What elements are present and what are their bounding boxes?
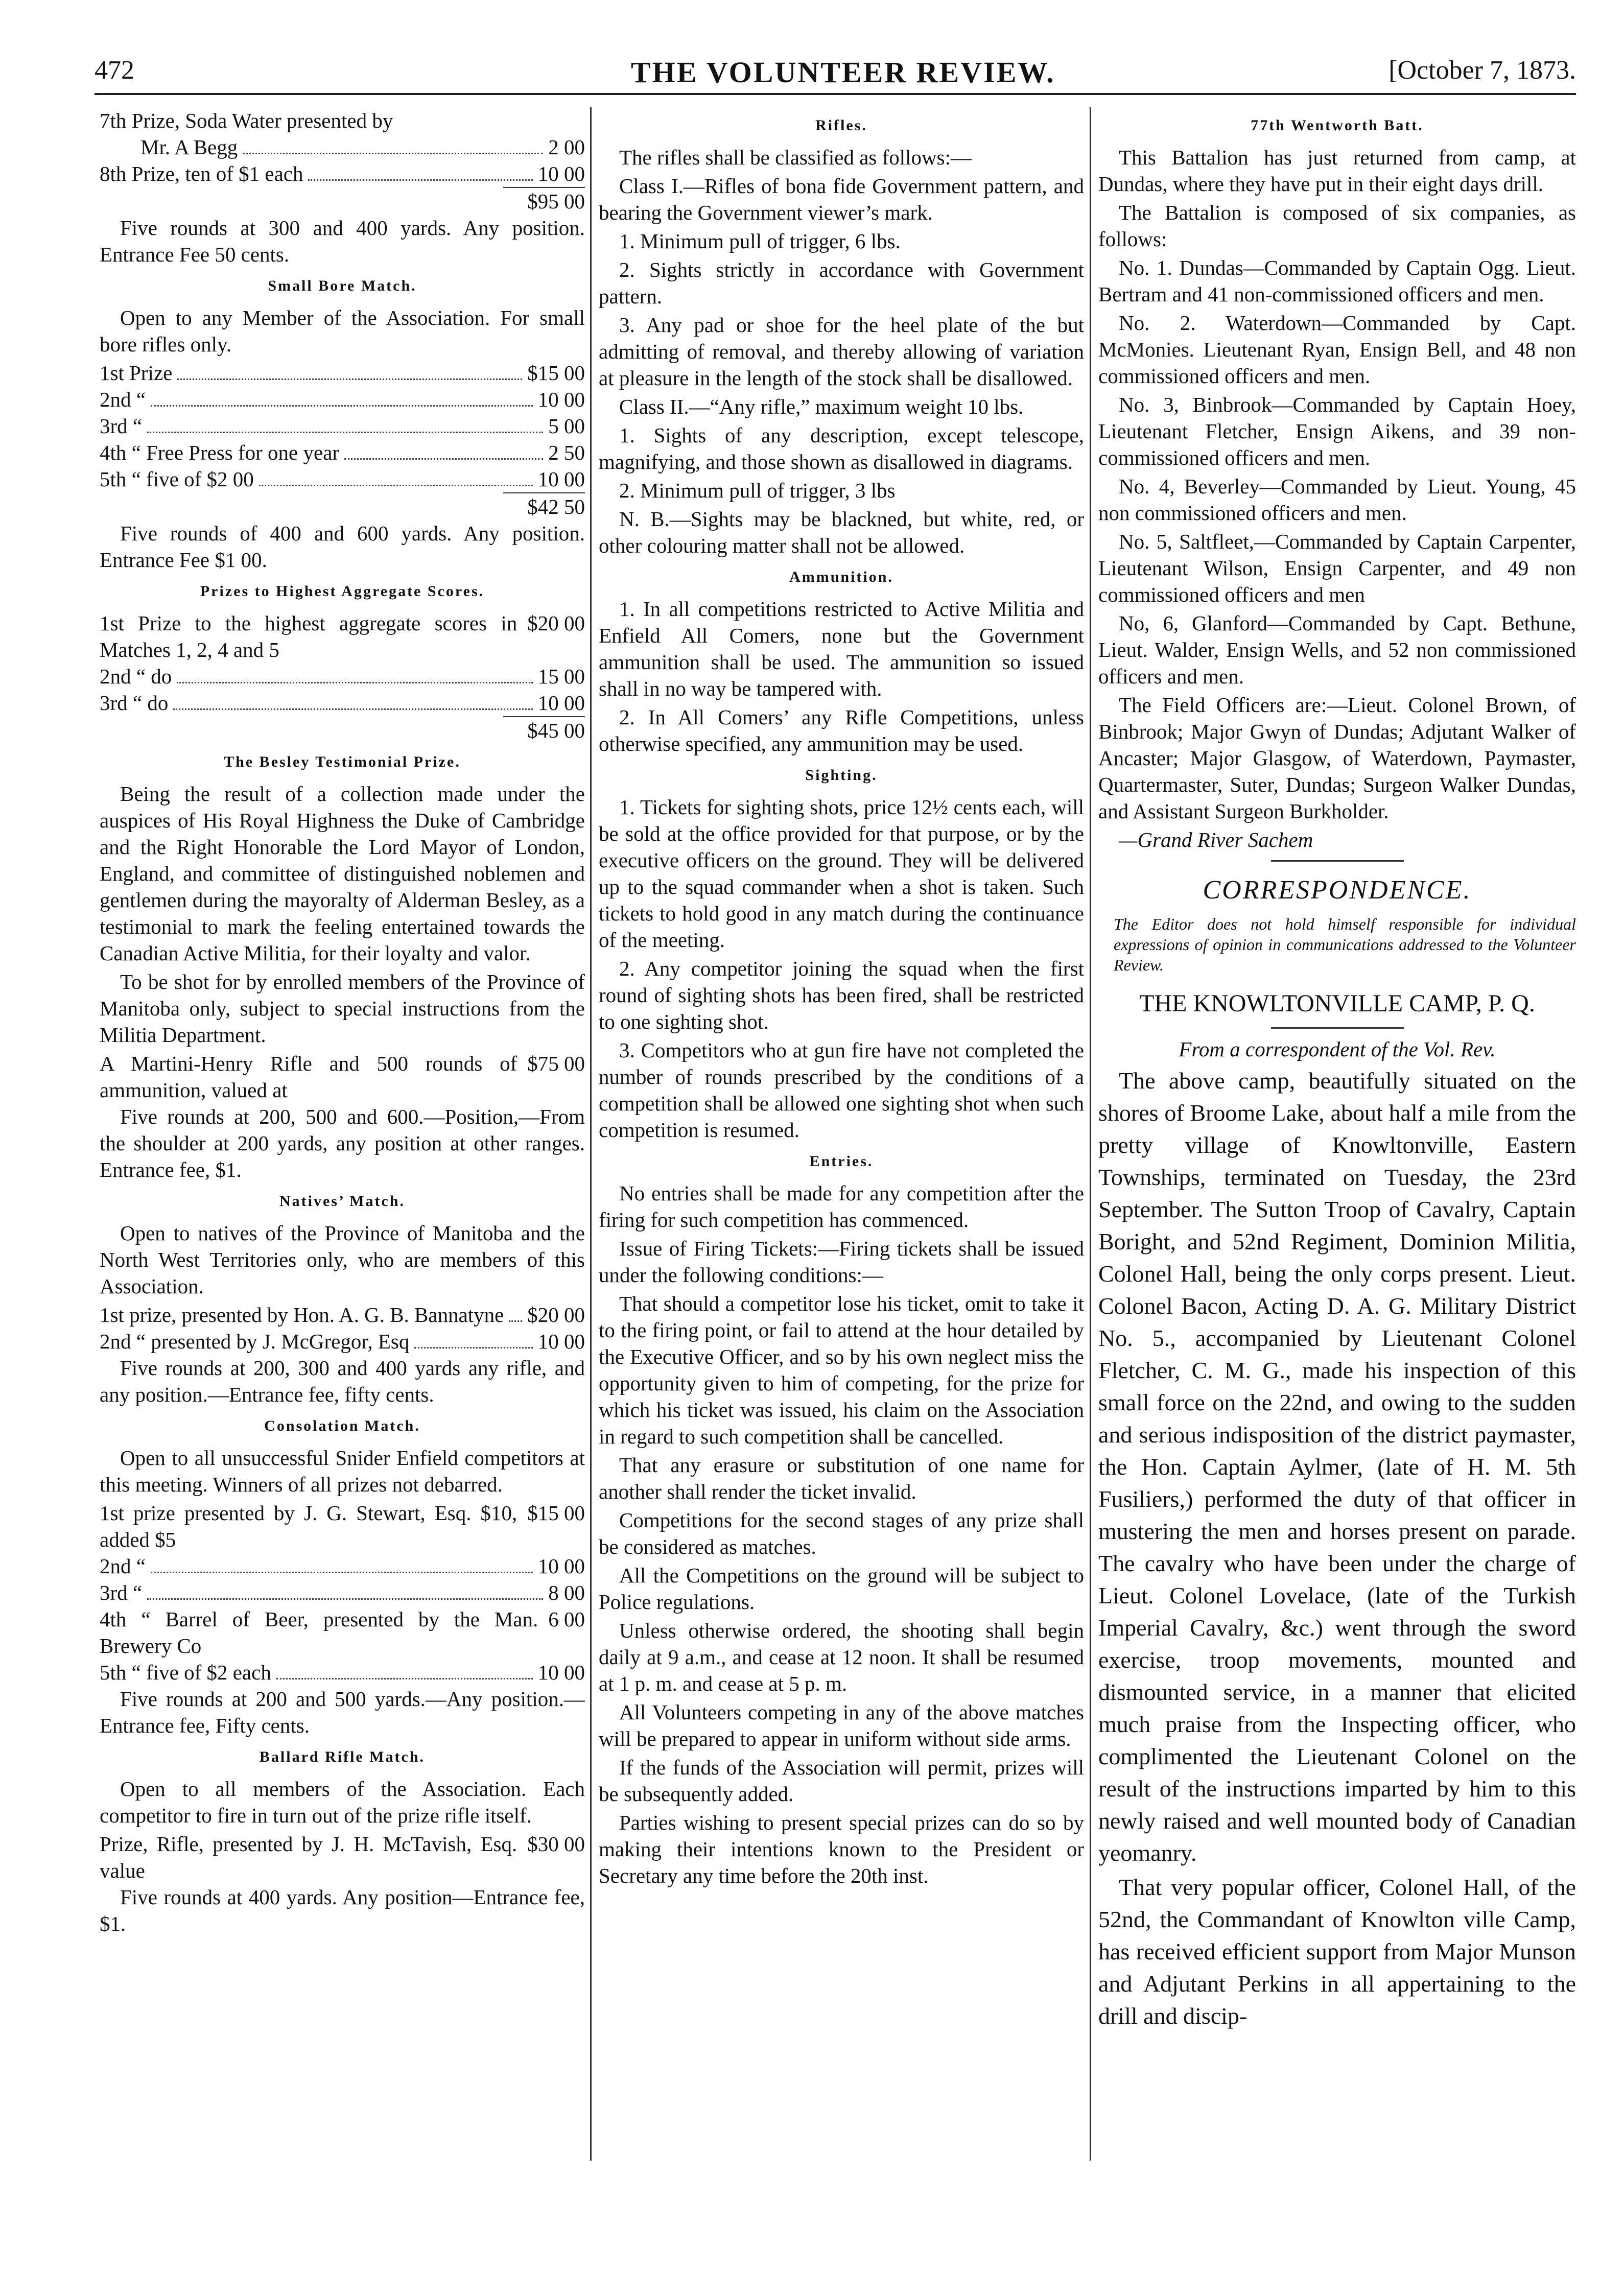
rule-item: 2. Sights strictly in accordance with Government pattern.: [599, 258, 1084, 308]
section-divider: [1271, 860, 1404, 862]
prize-line: 8th Prize, ten of $1 each 10 00: [100, 160, 585, 187]
match-intro: Open to natives of the Province of Manitoba and the North West Territories only, who are members of this Association.: [100, 1221, 585, 1298]
section-heading: Consolation Match.: [264, 1417, 420, 1434]
paragraph: The Field Officers are:—Lieut. Colonel Brown, of Binbrook; Major Gwyn of Dundas; Adjutant Walker of Ancaster; Major Glasgow, of Waterdown, Paymaster, Quartermaster, Suter, Dundas; Surgeon Walker Dundas, and Assistant Surgeon Burkholder.: [1098, 693, 1576, 823]
paragraph: Class I.—Rifles of bona fide Government pattern, and bearing the Government viewer’s mark.: [599, 174, 1084, 224]
match-conditions: Five rounds at 400 yards. Any position—Entrance fee, $1.: [100, 1885, 585, 1935]
column-divider: [590, 107, 592, 2161]
paragraph: Issue of Firing Tickets:—Firing tickets shall be issued under the following conditions:—: [599, 1237, 1084, 1287]
section-heading: Small Bore Match.: [268, 277, 417, 294]
prize-line: 1st Prize $15 00: [100, 360, 585, 386]
column-right: [1098, 107, 1576, 2181]
section-heading: Prizes to Highest Aggregate Scores.: [200, 583, 485, 600]
section-heading: Sighting.: [805, 767, 878, 784]
column-left: [100, 107, 585, 2181]
issue-date: [October 7, 1873.: [1388, 56, 1576, 85]
paragraph: That any erasure or substitution of one name for another shall render the ticket invalid.: [599, 1453, 1084, 1503]
prize-line: 2nd “ 10 00: [100, 1553, 585, 1579]
match-conditions: Five rounds at 200, 500 and 600.—Position,—From the shoulder at 200 yards, any position at other ranges. Entrance fee, $1.: [100, 1105, 585, 1181]
source-credit: —Grand River Sachem: [1119, 828, 1313, 851]
paragraph: The Battalion is composed of six companies, as follows:: [1098, 201, 1576, 251]
prize-total: $45 00: [503, 716, 585, 744]
section-heading: Ballard Rifle Match.: [259, 1748, 426, 1765]
masthead-title: THE VOLUNTEER REVIEW.: [631, 56, 1055, 89]
rule-item: 2. Any competitor joining the squad when the first round of sighting shots has been fired, shall be restricted to one sighting shot.: [599, 957, 1084, 1033]
section-heading: Rifles.: [815, 117, 867, 134]
paragraph: No entries shall be made for any competition after the firing for such competition has commenced.: [599, 1181, 1084, 1232]
prize-total: $42 50: [503, 492, 585, 520]
match-conditions: Five rounds at 300 and 400 yards. Any position. Entrance Fee 50 cents.: [100, 216, 585, 266]
prize-line: 4th “ Barrel of Beer, presented by the Man. Brewery Co 6 00: [100, 1607, 585, 1658]
prize-line: 2nd “ do 15 00: [100, 663, 585, 690]
page-number: 472: [95, 56, 134, 85]
rule-item: 2. Minimum pull of trigger, 3 lbs: [619, 479, 896, 502]
rule-item: 1. Minimum pull of trigger, 6 lbs.: [619, 229, 901, 253]
paragraph: The rifles shall be classified as follows:—: [619, 146, 972, 169]
section-heading: Entries.: [809, 1153, 874, 1170]
paragraph: Parties wishing to present special prizes can do so by making their intentions known to the President or Secretary any time before the 20th inst.: [599, 1811, 1084, 1887]
company-entry: No. 2. Waterdown—Commanded by Capt. McMonies. Lieutenant Ryan, Ensign Bell, and 48 non commissioned officers and men.: [1098, 311, 1576, 388]
company-entry: No. 3, Binbrook—Commanded by Captain Hoey, Lieutenant Fletcher, Ensign Aikens, and 39 non-commissioned officers and men.: [1098, 393, 1576, 469]
match-intro: Open to all unsuccessful Snider Enfield competitors at this meeting. Winners of all prizes not debarred.: [100, 1446, 585, 1496]
prize-line: A Martini-Henry Rifle and 500 rounds of ammunition, valued at $75 00: [100, 1052, 585, 1102]
match-intro: Open to any Member of the Association. For small bore rifles only.: [100, 306, 585, 356]
prize-line: 3rd “ do 10 00: [100, 690, 585, 716]
prize-line: 7th Prize, Soda Water presented by Mr. A Begg 2 00: [100, 109, 585, 159]
prize-line: 1st Prize to the highest aggregate scores in Matches 1, 2, 4 and 5 $20 00: [100, 611, 585, 661]
title-rule: [1271, 1027, 1404, 1029]
prize-line: 5th “ five of $2 each 10 00: [100, 1659, 585, 1686]
rule-item: 1. Sights of any description, except telescope, magnifying, and those shown as disallowed in diagrams.: [599, 423, 1084, 474]
match-conditions: Five rounds of 400 and 600 yards. Any position. Entrance Fee $1 00.: [100, 522, 585, 572]
byline: From a correspondent of the Vol. Rev.: [1179, 1037, 1496, 1061]
correspondence-heading: CORRESPONDENCE.: [1203, 875, 1472, 905]
match-conditions: Five rounds at 200 and 500 yards.—Any position.—Entrance fee, Fifty cents.: [100, 1687, 585, 1737]
prize-line: 2nd “ 10 00: [100, 386, 585, 413]
company-entry: No. 4, Beverley—Commanded by Lieut. Young, 45 non commissioned officers and men.: [1098, 475, 1576, 525]
paragraph: N. B.—Sights may be blackned, but white, red, or other colouring matter shall not be allowed.: [599, 507, 1084, 557]
rule-item: 3. Any pad or shoe for the heel plate of the but admitting of removal, and thereby allowing of variation at pleasure in the length of the stock shall be disallowed.: [599, 313, 1084, 390]
prize-total: $95 00: [503, 187, 585, 215]
header-rule: [95, 93, 1576, 95]
prize-line: 5th “ five of $2 00 10 00: [100, 466, 585, 492]
prize-line: 1st prize presented by J. G. Stewart, Esq. $10, added $5 $15 00: [100, 1501, 585, 1551]
section-heading: Natives’ Match.: [279, 1193, 406, 1210]
editor-note: The Editor does not hold himself responsible for individual expressions of opinion in communications addressed to the Volunteer Review.: [1114, 915, 1576, 974]
paragraph: If the funds of the Association will permit, prizes will be subsequently added.: [599, 1756, 1084, 1806]
paragraph: Competitions for the second stages of any prize shall be considered as matches.: [599, 1508, 1084, 1558]
prize-line: Prize, Rifle, presented by J. H. McTavish, Esq. value $30 00: [100, 1832, 585, 1882]
paragraph: To be shot for by enrolled members of the Province of Manitoba only, subject to special instructions from the Militia Department.: [100, 970, 585, 1047]
article-title: THE KNOWLTONVILLE CAMP, P. Q.: [1139, 990, 1535, 1017]
rule-item: 3. Competitors who at gun fire have not completed the number of rounds prescribed by the conditions of a competition shall be allowed one sighting shot when such competition is resumed.: [599, 1038, 1084, 1142]
paragraph: All the Competitions on the ground will be subject to Police regulations.: [599, 1564, 1084, 1614]
match-intro: Open to all members of the Association. Each competitor to fire in turn out of the prize rifle itself.: [100, 1777, 585, 1827]
paragraph: Unless otherwise ordered, the shooting shall begin daily at 9 a.m., and cease at 12 noon. It shall be resumed at 1 p. m. and cease at 5 p. m.: [599, 1619, 1084, 1695]
section-heading: The Besley Testimonial Prize.: [224, 753, 461, 770]
paragraph: Class II.—“Any rifle,” maximum weight 10 lbs.: [619, 395, 1024, 418]
prize-line: 4th “ Free Press for one year 2 50: [100, 439, 585, 466]
match-conditions: Five rounds at 200, 300 and 400 yards any rifle, and any position.—Entrance fee, fifty cents.: [100, 1356, 585, 1406]
company-entry: No, 6, Glanford—Commanded by Capt. Bethune, Lieut. Walder, Ensign Wells, and 52 non commissioned officers and men.: [1098, 611, 1576, 688]
paragraph: The above camp, beautifully situated on the shores of Broome Lake, about half a mile from the pretty village of Knowltonville, Eastern Townships, terminated on Tuesday, the 23rd September. The Sutton Troop of Cavalry, Captain Boright, and 52nd Regiment, Dominion Militia, Colonel Hall, being the only corps present. Lieut. Colonel Bacon, Acting D. A. G. Military District No. 5., accompanied by Lieutenant Colonel Fletcher, C. M. G., made his inspection of this small force on the 22nd, and owing to the sudden and serious indisposition of the district paymaster, the Hon. Captain Aylmer, (late of H. M. 5th Fusiliers,) performed the duty of that officer in mustering the men and horses present on parade. The cavalry who have been under the charge of Lieut. Colonel Lovelace, (late of the Turkish Imperial Cavalry, &c.) went through the sword exercise, troop movements, mounted and dismounted service, in a manner that elicited much praise from the Inspecting officer, who complimented the Lieutenant Colonel on the result of the instructions imparted by him to this newly raised and well mounted body of Canadian yeomanry.: [1098, 1068, 1576, 1866]
company-entry: No. 5, Saltfleet,—Commanded by Captain Carpenter, Lieutenant Wilson, Ensign Carpenter, and 49 non commissioned officers and men: [1098, 530, 1576, 606]
rule-item: 1. Tickets for sighting shots, price 12½ cents each, will be sold at the office provided for that purpose, or by the executive officers on the ground. They will be delivered up to the squad commander when a shot is taken. Such tickets to hold good in any match during the continuance of the meeting.: [599, 795, 1084, 952]
paragraph: That should a competitor lose his ticket, omit to take it to the firing point, or fail to attend at the hour detailed by the Executive Officer, and so by his own neglect miss the opportunity given to him of competing, for the prize for which his ticket was issued, his claim on the Association in regard to such competition shall be cancelled.: [599, 1292, 1084, 1448]
rule-item: 2. In All Comers’ any Rifle Competitions, unless otherwise specified, any ammunition may be used.: [599, 705, 1084, 755]
paragraph: Being the result of a collection made under the auspices of His Royal Highness the Duke of Cambridge and the Right Honorable the Lord Mayor of London, England, and committee of distinguished noblemen and gentlemen during the mayoralty of Alderman Besley, as a testimonial to mark the feeling entertained towards the Canadian Active Militia, for their loyalty and valor.: [100, 782, 585, 965]
column-middle: [599, 107, 1084, 2161]
company-entry: No. 1. Dundas—Commanded by Captain Ogg. Lieut. Bertram and 41 non-commissioned officers and men.: [1098, 256, 1576, 306]
section-heading: Ammunition.: [789, 569, 893, 585]
paragraph: That very popular officer, Colonel Hall, of the 52nd, the Commandant of Knowlton ville Camp, has received efficient support from Major Munson and Adjutant Perkins in all appertaining to the drill and discip-: [1098, 1874, 1576, 2029]
prize-line: 3rd “ 5 00: [100, 413, 585, 439]
column-divider: [1090, 107, 1091, 2161]
paragraph: All Volunteers competing in any of the above matches will be prepared to appear in uniform without side arms.: [599, 1700, 1084, 1750]
prize-line: 2nd “ presented by J. McGregor, Esq 10 00: [100, 1328, 585, 1355]
prize-line: 3rd “ 8 00: [100, 1579, 585, 1606]
prize-line: 1st prize, presented by Hon. A. G. B. Bannatyne $20 00: [100, 1301, 585, 1328]
rule-item: 1. In all competitions restricted to Active Militia and Enfield All Comers, none but the Government ammunition shall be used. The ammunition so issued shall in no way be tampered with.: [599, 597, 1084, 700]
paragraph: This Battalion has just returned from camp, at Dundas, where they have put in their eight days drill.: [1098, 146, 1576, 196]
section-heading: 77th Wentworth Batt.: [1251, 117, 1424, 134]
